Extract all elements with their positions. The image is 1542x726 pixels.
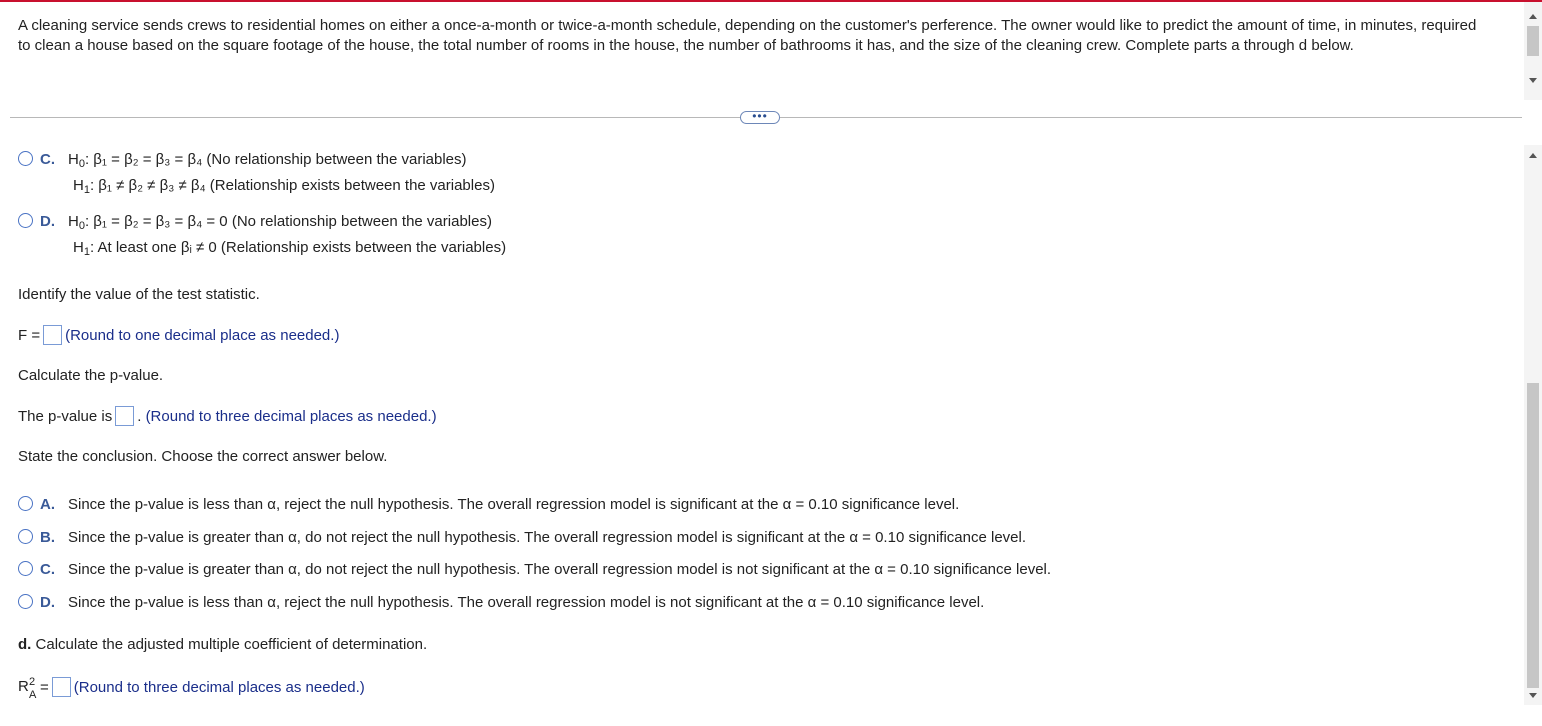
scrollbar-thumb[interactable] (1527, 383, 1539, 688)
p-value-row: The p-value is . (Round to three decimal places as needed.) (18, 408, 437, 425)
conclusion-option-d[interactable]: D. Since the p-value is less than α, reject the null hypothesis. The overall regression model is not significant at the α = 0.10 significance level. (18, 593, 984, 613)
conclusion-option-c[interactable]: C. Since the p-value is greater than α, do not reject the null hypothesis. The overall regression model is not significant at the α = 0.10 significance level. (18, 560, 1051, 580)
radio-icon[interactable] (18, 496, 33, 511)
test-statistic-prompt: Identify the value of the test statistic. (18, 286, 260, 303)
conclusion-option-a[interactable]: A. Since the p-value is less than α, reject the null hypothesis. The overall regression model is significant at the α = 0.10 significance level. (18, 495, 959, 515)
f-answer-input[interactable] (43, 325, 62, 345)
p-value-prompt: Calculate the p-value. (18, 367, 164, 384)
radio-icon[interactable] (18, 151, 33, 166)
scroll-up-arrow-icon[interactable] (1529, 153, 1537, 158)
radio-icon[interactable] (18, 213, 33, 228)
scrollbar-thumb[interactable] (1527, 26, 1539, 56)
question-scrollbar[interactable] (1524, 2, 1542, 100)
expand-more-button[interactable]: ••• (740, 111, 780, 124)
hypothesis-option-d[interactable]: D. $H_0$: β₁ = β₂ = β₃ = β₄ = 0 (No relationship between the variables) (18, 212, 492, 236)
answer-scrollbar[interactable] (1524, 145, 1542, 705)
part-d-prompt: d. Calculate the adjusted multiple coefficient of determination. (18, 636, 428, 653)
r-squared-hint: (Round to three decimal places as needed.) (73, 679, 365, 696)
question-pane (0, 2, 1522, 100)
p-value-hint: (Round to three decimal places as needed.) (145, 408, 437, 425)
hypothesis-option-c[interactable]: C. $H_0$: β₁ = β₂ = β₃ = β₄ (No relationship between the variables) (18, 150, 467, 174)
p-value-answer-input[interactable] (115, 406, 134, 426)
conclusion-option-b[interactable]: B. Since the p-value is greater than α, do not reject the null hypothesis. The overall regression model is significant at the α = 0.10 significance level. (18, 528, 1026, 548)
p-value-label: The p-value is (18, 408, 113, 425)
scroll-down-arrow-icon[interactable] (1529, 693, 1537, 698)
conclusion-prompt: State the conclusion. Choose the correct answer below. (18, 448, 388, 465)
adjusted-r-squared-row: R 2 A = (Round to three decimal places as needed.) (18, 676, 365, 701)
hypothesis-option-d-h1: $H_1$: At least one βᵢ ≠ 0 (Relationship exists between the variables) (73, 239, 507, 258)
f-label: F = (18, 327, 41, 344)
hypothesis-option-c-h1: $H_1$: β₁ ≠ β₂ ≠ β₃ ≠ β₄ (Relationship exists between the variables) (73, 177, 495, 196)
f-hint: (Round to one decimal place as needed.) (65, 327, 340, 344)
radio-icon[interactable] (18, 594, 33, 609)
question-text: A cleaning service sends crews to residential homes on either a once-a-month or twice-a-month schedule, depending on the customer's perference. The owner would like to predict the amount of time, in minutes, required to clean a house based on the square footage of the house, the total number of rooms in the house, the number of bathrooms it has, and the size of the cleaning crew. Complete parts a through d below. (18, 17, 1477, 54)
radio-icon[interactable] (18, 529, 33, 544)
scroll-down-arrow-icon[interactable] (1529, 78, 1537, 83)
radio-icon[interactable] (18, 561, 33, 576)
f-statistic-row (18, 325, 339, 346)
adjusted-r-squared-symbol: R 2 A (18, 676, 37, 701)
scroll-up-arrow-icon[interactable] (1529, 14, 1537, 19)
adjusted-r-squared-input[interactable] (52, 677, 71, 697)
